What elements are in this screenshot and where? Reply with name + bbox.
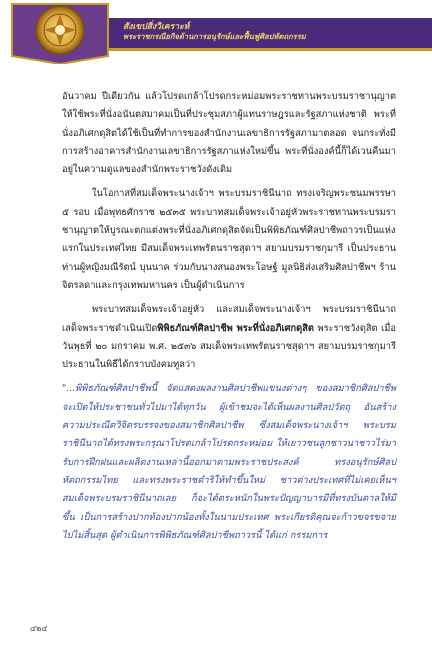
royal-quote: "...พิพิธภัณฑ์ศิลปาชีพนี้ จัดแสดงผลงานศิลปาชีพแขนงต่างๆ ของสมาชิกศิลปาชีพ จะเปิดให้ประชาชนทั่วไปมาได้ทุกวัน ผู้เข้าชมจะได้เห็นผลงานศิลปวัตถุ อันสร้างความประณีตวิจิตรบรรจงของสมาชิกศิลปาชีพ ซึ่งสมเด็จพระนางเจ้าฯ พระบรมราชินีนาถได้ทรงพระกรุณาโปรดเกล้าโปรดกระหม่อม ให้เยาวชนลูกชาวนาชาวไร่มารับการฝึกฝนและผลิตงานเหล่านี้ออกมาตามพระราชประสงค์ ทรงอนุรักษ์ศิลปหัตถกรรมไทย และทรงพระราชดำริให้ทำขึ้นใหม่ ชาวต่างประเทศที่ไม่เคยเห็นฯ สมเด็จพระบรมราชินีนาถเลย ก็จะได้ตระหนักในพระปัญญาบารมีที่ทรงบันดาลให้มีขึ้น เป็นการสร้างปากท้องปากน้องทั้งในนามประเทศ พระเกียรติคุณจะก้าวขจรขจายไปไม่สิ้นสุด ผู้ดำเนินการพิพิธภัณฑ์ศิลปาชีพถาวรนี้ ได้แก่ กรรมการ <box>62 383 396 541</box>
paragraph-2: ในโอกาสที่สมเด็จพระนางเจ้าฯ พระบรมราชินีนาถ ทรงเจริญพระชนมพรรษา ๕ รอบ เมื่อพุทธศักราช ๒๕๓๕ พระบาทสมเด็จพระเจ้าอยู่หัวพระราชทานพระบรมราชานุญาตให้บูรณะตกแต่งพระที่นั่งอภิเศกดุสิตจัดเป็นพิพิธภัณฑ์ศิลปาชีพถาวรเป็นแห่งแรกในประเทศไทย มีสมเด็จพระเทพรัตนราชสุดาฯ สยามบรมราชกุมารี เป็นประธาน ท่านผู้หญิงมณีรัตน์ บุนนาค ร่วมกับนางสนองพระโอษฐ์ มูลนิธิส่งเสริมศิลปาชีพฯ ร้านจิตรลดาและกรุงเทพมหานคร เป็นผู้ดำเนินการ <box>62 188 396 291</box>
page-header <box>0 0 432 62</box>
paragraph-1: อันวาคม ปีเดียวกัน แล้วโปรดเกล้าโปรดกระหม่อมพระราชทานพระบรมราชานุญาตให้ใช้พระที่นั่งอนันตสมาคมเป็นที่ประชุมสภาผู้แทนราษฎรและรัฐสภาแห่งชาติ พระที่นั่งอภิเศกดุสิตได้ใช้เป็นที่ทำการของสำนักงานเลขาธิการรัฐสภามาตลอด จนกระทั่งมีการสร้างอาคารสำนักงานเลขาธิการรัฐสภาแห่งใหม่ขึ้น พระที่นั่งองค์นี้ก็ได้เวนคืนมาอยู่ในความดูแลของสำนักพระราชวังดังเดิม <box>62 91 396 176</box>
paragraph-3 <box>62 301 396 374</box>
museum-name: พิพิธภัณฑ์ศิลปาชีพ พระที่นั่งอภิเศกดุสิต <box>157 322 314 334</box>
royal-emblem-icon <box>6 0 114 64</box>
paragraph-3-tail: พระราชวังดุสิต เมื่อวันพุธที่ ๒๐ มกราคม พ.ศ. ๒๕๓๖ สมเด็จพระเทพรัตนราชสุดาฯ สยามบรมราชกุมารี ประธานในพิธีได้กราบบังคมทูลว่า <box>62 322 396 371</box>
header-gold-line <box>108 48 432 51</box>
page-body <box>62 88 396 545</box>
header-title: สังเขปสิ่งวิเคราะห์ <box>123 22 190 32</box>
page-number: ๔๒๔ <box>30 624 48 633</box>
header-subtitle: พระราชกรณียกิจด้านการอนุรักษ์และฟื้นฟูศิลปหัตถกรรม <box>123 32 306 41</box>
paragraph-3-lead: พระบาทสมเด็จพระเจ้าอยู่หัว และสมเด็จพระนางเจ้าฯ พระบรมราชินีนาถเสด็จพระราชดำเนินเปิด <box>62 304 396 334</box>
